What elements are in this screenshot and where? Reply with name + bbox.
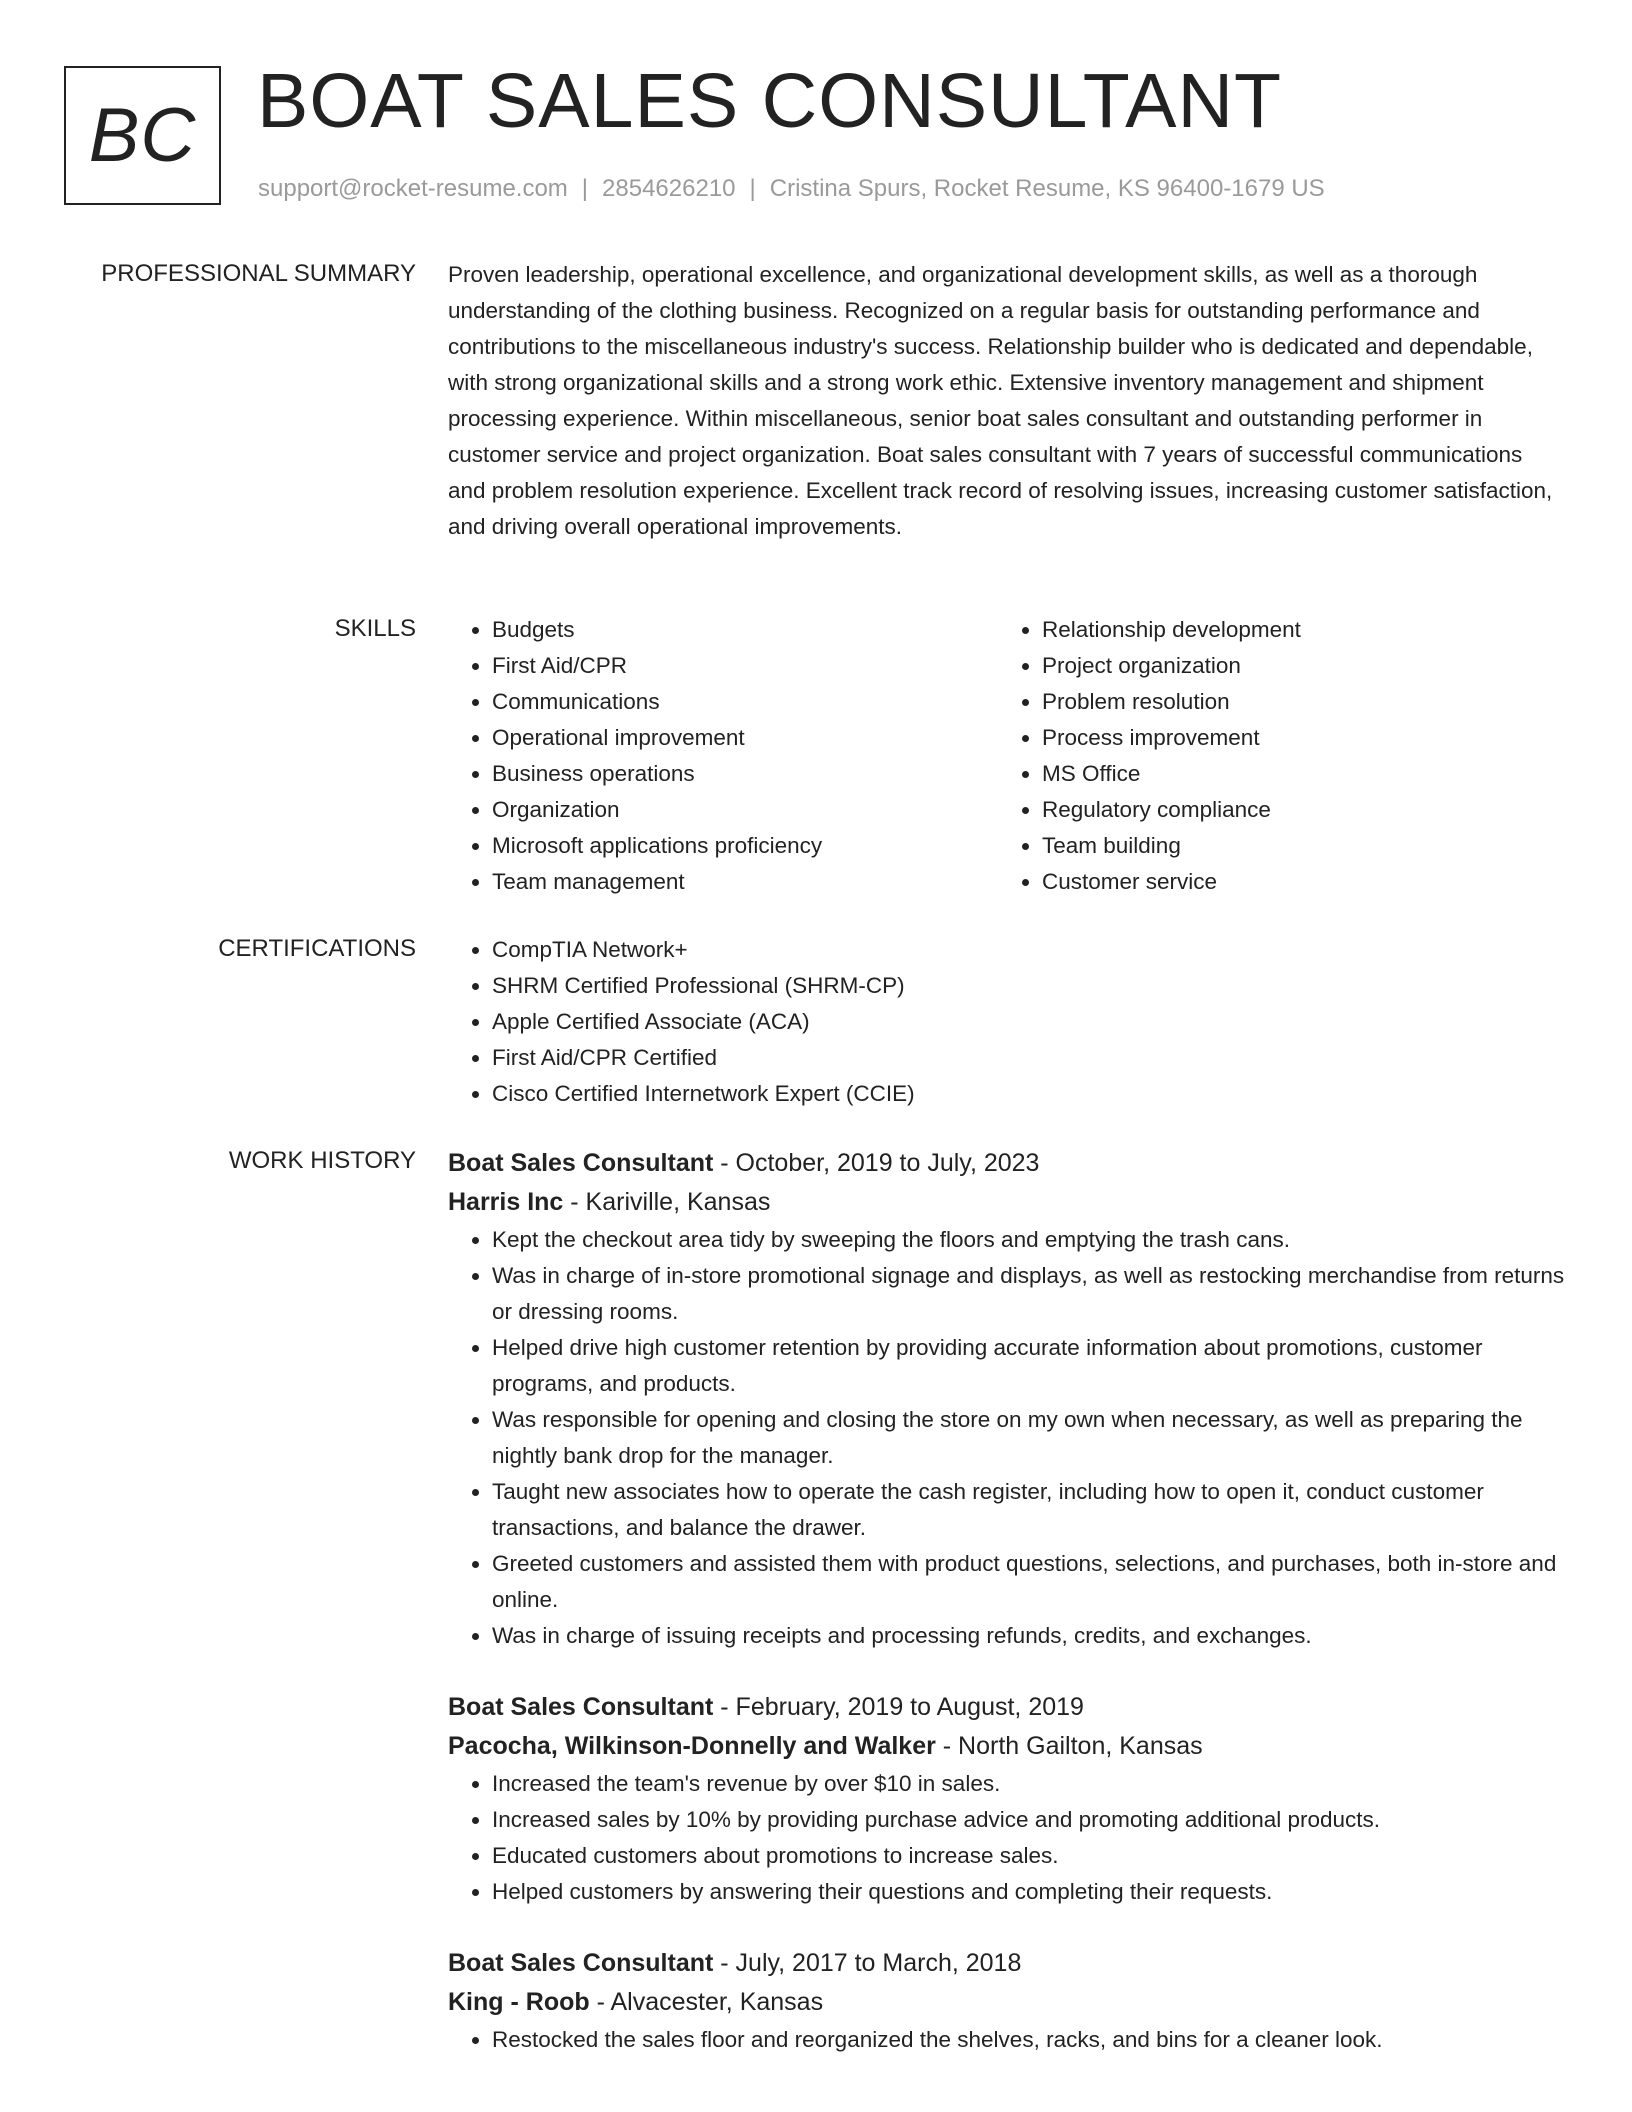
certifications-body	[448, 932, 1566, 1112]
skill-item: • Communications	[492, 684, 998, 720]
job-company-line	[448, 1183, 1566, 1222]
certifications-list	[448, 932, 1566, 1112]
certification-item: • CompTIA Network+	[492, 932, 1566, 968]
job-company-line	[448, 1983, 1566, 2022]
job-bullet-list	[448, 1222, 1566, 1654]
skill-item: • Problem resolution	[1042, 684, 1548, 720]
skill-item: • Relationship development	[1042, 612, 1548, 648]
skill-item: • Customer service	[1042, 864, 1548, 900]
skill-item: • Team management	[492, 864, 998, 900]
job-company-line	[448, 1727, 1566, 1766]
certification-item: • SHRM Certified Professional (SHRM-CP)	[492, 968, 1566, 1004]
certification-item: • Cisco Certified Internetwork Expert (CCIE)	[492, 1076, 1566, 1112]
page-title: BOAT SALES CONSULTANT	[257, 58, 1283, 144]
skill-item: • First Aid/CPR	[492, 648, 998, 684]
section-title-work-history: WORK HISTORY	[228, 1147, 416, 1174]
contact-line	[258, 175, 1325, 203]
job-company: Pacocha, Wilkinson-Donnelly and Walker	[448, 1732, 936, 1760]
section-title-summary: PROFESSIONAL SUMMARY	[101, 260, 416, 287]
monogram-text: BC	[88, 93, 197, 178]
monogram-logo	[64, 66, 221, 205]
summary-text: Proven leadership, operational excellence, and organizational development skills, as well as a thorough understanding of the clothing business. Recognized on a regular basis for outstanding performance and contributions to the miscellaneous industry's success. Relationship builder who is dedicated and dependable, with strong organizational skills and a strong work ethic. Extensive inventory management and shipment processing experience. Within miscellaneous, senior boat sales consultant and outstanding performer in customer service and project organization. Boat sales consultant with 7 years of successful communications and problem resolution experience. Excellent track record of resolving issues, increasing customer satisfaction, and driving overall operational improvements.	[448, 262, 1553, 539]
contact-separator: |	[749, 175, 756, 202]
contact-separator: |	[581, 175, 589, 202]
section-title-skills: SKILLS	[334, 615, 416, 642]
job-bullet-list	[448, 2022, 1566, 2058]
job-dates: - October, 2019 to July, 2023	[713, 1149, 1040, 1177]
skill-item: • Operational improvement	[492, 720, 998, 756]
skill-item: • Process improvement	[1042, 720, 1548, 756]
job-bullet: • Taught new associates how to operate the cash register, including how to open it, conduct customer transactions, and balance the drawer.	[492, 1474, 1566, 1546]
certification-item: • Apple Certified Associate (ACA)	[492, 1004, 1566, 1040]
job-location: - Alvacester, Kansas	[589, 1988, 824, 2016]
job-bullet: • Was in charge of issuing receipts and processing refunds, credits, and exchanges.	[492, 1618, 1566, 1654]
job-bullet-list	[448, 1766, 1566, 1910]
skills-body	[448, 612, 1566, 900]
summary-body	[448, 257, 1566, 545]
job-entry	[448, 1688, 1566, 1910]
skills-list-right	[998, 612, 1548, 900]
job-title-line	[448, 1688, 1566, 1727]
skill-item: • Regulatory compliance	[1042, 792, 1548, 828]
skill-item: • Microsoft applications proficiency	[492, 828, 998, 864]
job-entry	[448, 1944, 1566, 2058]
job-location: - Kariville, Kansas	[563, 1188, 771, 1216]
job-title-line	[448, 1944, 1566, 1983]
work-history-body	[448, 1144, 1566, 2092]
contact-phone[interactable]: 2854626210	[602, 175, 736, 202]
skill-item: • Business operations	[492, 756, 998, 792]
job-entry	[448, 1144, 1566, 1654]
job-bullet: • Helped customers by answering their questions and completing their requests.	[492, 1874, 1566, 1910]
job-location: - North Gailton, Kansas	[935, 1732, 1203, 1760]
contact-email[interactable]: support@rocket-resume.com	[258, 175, 568, 202]
job-bullet: • Increased sales by 10% by providing purchase advice and promoting additional products.	[492, 1802, 1566, 1838]
section-title-certifications: CERTIFICATIONS	[218, 935, 416, 962]
skill-item: • Team building	[1042, 828, 1548, 864]
contact-address: Cristina Spurs, Rocket Resume, KS 96400-1679 US	[769, 175, 1325, 202]
skill-item: • Organization	[492, 792, 998, 828]
job-bullet: • Helped drive high customer retention by providing accurate information about promotions, customer programs, and products.	[492, 1330, 1566, 1402]
job-bullet: • Greeted customers and assisted them with product questions, selections, and purchases, both in-store and online.	[492, 1546, 1566, 1618]
job-company: King - Roob	[448, 1988, 590, 2016]
skills-list-left	[448, 612, 998, 900]
certification-item: • First Aid/CPR Certified	[492, 1040, 1566, 1076]
job-company: Harris Inc	[448, 1188, 564, 1216]
skill-item: • Budgets	[492, 612, 998, 648]
job-dates: - July, 2017 to March, 2018	[713, 1949, 1022, 1977]
job-bullet: • Was in charge of in-store promotional signage and displays, as well as restocking merchandise from returns or dressing rooms.	[492, 1258, 1566, 1330]
job-role: Boat Sales Consultant	[448, 1693, 714, 1721]
job-bullet: • Educated customers about promotions to increase sales.	[492, 1838, 1566, 1874]
skill-item: • Project organization	[1042, 648, 1548, 684]
job-bullet: • Restocked the sales floor and reorganized the shelves, racks, and bins for a cleaner look.	[492, 2022, 1566, 2058]
job-bullet: • Increased the team's revenue by over $10 in sales.	[492, 1766, 1566, 1802]
job-bullet: • Was responsible for opening and closing the store on my own when necessary, as well as preparing the nightly bank drop for the manager.	[492, 1402, 1566, 1474]
job-role: Boat Sales Consultant	[448, 1949, 714, 1977]
skill-item: • MS Office	[1042, 756, 1548, 792]
job-title-line	[448, 1144, 1566, 1183]
job-role: Boat Sales Consultant	[448, 1149, 714, 1177]
job-bullet: • Kept the checkout area tidy by sweeping the floors and emptying the trash cans.	[492, 1222, 1566, 1258]
job-dates: - February, 2019 to August, 2019	[713, 1693, 1084, 1721]
